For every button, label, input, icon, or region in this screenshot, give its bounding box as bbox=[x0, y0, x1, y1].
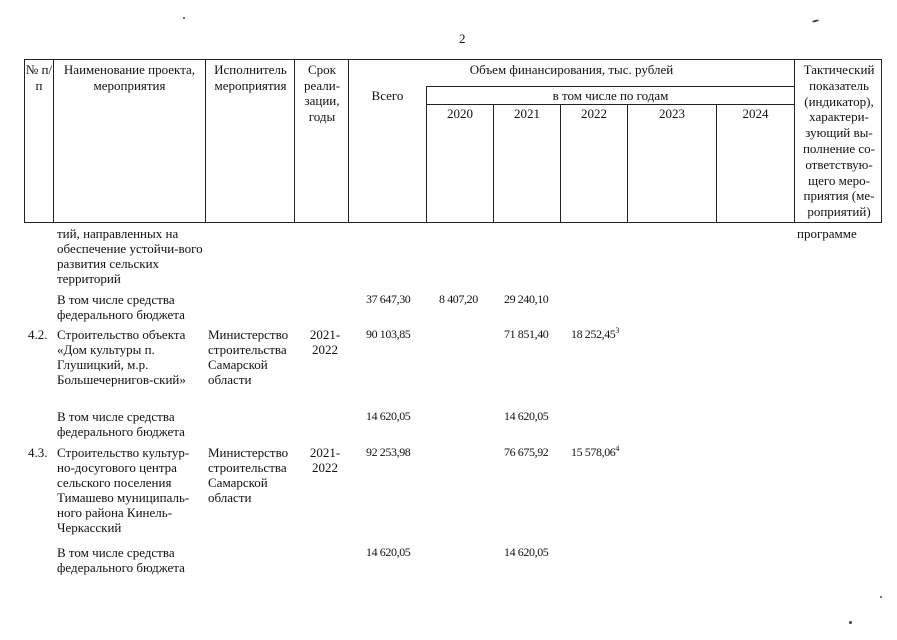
row-executor: Министерство строительства Самарской области bbox=[208, 445, 289, 505]
continuation-name: тий, направленных на обеспечение устойчи-вого развития сельских территорий bbox=[57, 226, 203, 286]
row-total: 37 647,30 bbox=[366, 292, 411, 306]
scan-speck bbox=[880, 596, 882, 598]
header-finance: Объем финансирования, тыс. рублей bbox=[469, 62, 674, 77]
footnote-mark: 3 bbox=[615, 326, 620, 335]
row-2021: 14 620,05 bbox=[504, 545, 549, 559]
row-name: Строительство культур-но-досугового центра сельского поселения Тимашево муниципаль-ного района Кинель-Черкасский bbox=[57, 445, 190, 535]
page-number: 2 bbox=[459, 31, 466, 46]
row-total: 14 620,05 bbox=[366, 545, 411, 559]
row-executor: Министерство строительства Самарской области bbox=[208, 327, 289, 387]
header-by-years: в том числе по годам bbox=[552, 88, 669, 103]
scan-speck bbox=[812, 19, 819, 23]
header-indicator: Тактический показатель (индикатор), характери-зующий вы-полнение со-ответствую-щего меро-приятия (ме-роприятий) bbox=[802, 62, 876, 220]
header-name: Наименование проекта, мероприятия bbox=[63, 62, 196, 93]
row-2021: 71 851,40 bbox=[504, 327, 549, 341]
row-no: 4.3. bbox=[28, 445, 48, 460]
header-year-2024: 2024 bbox=[742, 106, 769, 121]
scan-speck bbox=[849, 621, 852, 624]
footnote-mark: 4 bbox=[615, 444, 620, 453]
row-2021: 76 675,92 bbox=[504, 445, 549, 459]
row-2020: 8 407,20 bbox=[439, 292, 478, 306]
row-name: В том числе средства федерального бюджета bbox=[57, 292, 185, 322]
row-no: 4.2. bbox=[28, 327, 48, 342]
header-total: Всего bbox=[371, 88, 404, 103]
row-total: 14 620,05 bbox=[366, 409, 411, 423]
header-year-2020: 2020 bbox=[447, 106, 473, 121]
header-year-2023: 2023 bbox=[659, 106, 685, 121]
row-name: В том числе средства федерального бюджета bbox=[57, 409, 185, 439]
row-2021: 29 240,10 bbox=[504, 292, 549, 306]
row-2022: 18 252,45$^3$ bbox=[571, 326, 620, 341]
row-2021: 14 620,05 bbox=[504, 409, 549, 423]
continuation-indicator: программе bbox=[797, 226, 857, 241]
row-total: 92 253,98 bbox=[366, 445, 411, 459]
header-year-2022: 2022 bbox=[581, 106, 607, 121]
header-year-2021: 2021 bbox=[514, 106, 540, 121]
header-term: Срок реали-зации, годы bbox=[303, 62, 341, 124]
row-term: 2021-2022 bbox=[309, 327, 341, 357]
row-2022: 15 578,06$^4$ bbox=[571, 444, 620, 459]
scan-speck bbox=[183, 17, 185, 19]
header-executor: Исполнитель мероприятия bbox=[214, 62, 287, 93]
row-term: 2021-2022 bbox=[309, 445, 341, 475]
row-name: Строительство объекта «Дом культуры п. Глушицкий, м.р. Большечернигов-ский» bbox=[57, 327, 186, 387]
header-no: № п/п bbox=[25, 62, 53, 93]
row-total: 90 103,85 bbox=[366, 327, 411, 341]
row-name: В том числе средства федерального бюджета bbox=[57, 545, 185, 575]
